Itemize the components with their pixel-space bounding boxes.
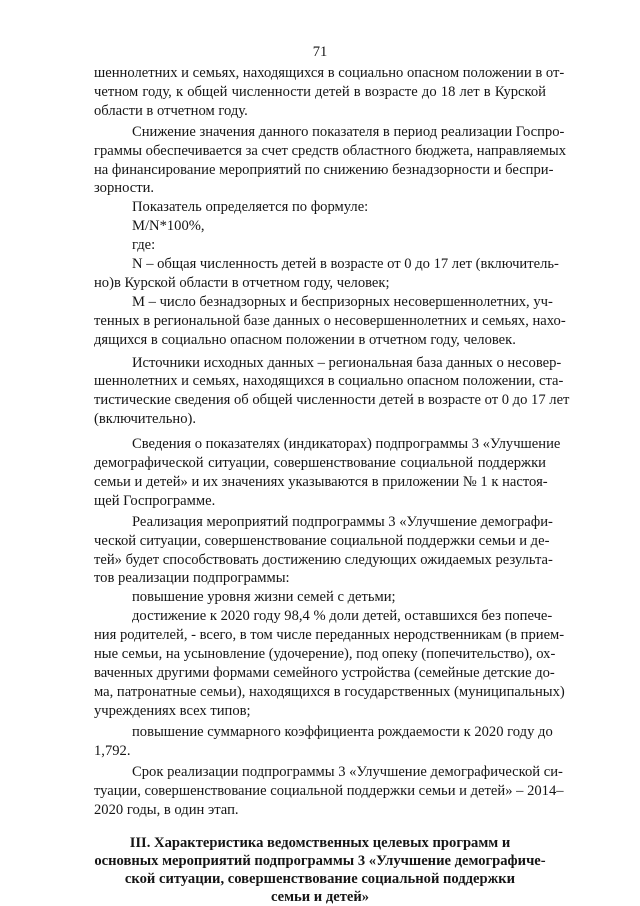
text-line: четном году, к общей численности детей в возрасте до 18 лет в Курской [94, 83, 546, 100]
section-heading-line: основных мероприятий подпрограммы 3 «Улучшение демографиче- [94, 853, 546, 870]
text-line: ния родителей, - всего, в том числе переданных неродственникам (в прием- [94, 627, 565, 644]
section-heading-line: семьи и детей» [270, 889, 370, 906]
text-line: щей Госпрограмме. [94, 492, 216, 509]
text-line: шеннолетних и семьях, находящихся в социально опасном положении в от- [94, 65, 565, 81]
text-line: зорности. [94, 180, 155, 197]
text-line: повышение суммарного коэффициента рождаемости к 2020 году до [132, 723, 553, 740]
text-line: 2020 годы, в один этап. [94, 802, 239, 819]
text-line: (включительно). [94, 411, 197, 428]
text-line: Сведения о показателях (индикаторах) подпрограммы 3 «Улучшение [132, 436, 561, 453]
text-line: шеннолетних и семьях, находящихся в социально опасном положении, ста- [94, 373, 564, 390]
section-heading-line: ской ситуации, совершенствование социальной поддержки [124, 871, 516, 888]
text-line: М – число безнадзорных и беспризорных несовершеннолетних, уч- [132, 293, 553, 310]
text-line: ные семьи, на усыновление (удочерение), под опеку (попечительство), ох- [94, 646, 556, 662]
text-line: дящихся в социально опасном положении в отчетном году, человек. [94, 331, 516, 348]
text-line: туации, совершенствование социальной поддержки семьи и детей» – 2014– [94, 783, 564, 800]
text-line: Источники исходных данных – региональная база данных о несовер- [132, 354, 562, 371]
text-line: Показатель определяется по формуле: [132, 199, 369, 216]
text-line: повышение уровня жизни семей с детьми; [132, 589, 396, 606]
text-line: ваченных другими формами семейного устройства (семейные детские до- [94, 664, 555, 681]
text-line: N – общая численность детей в возрасте от 0 до 17 лет (включитель- [132, 256, 559, 272]
formula: M/N*100%, [132, 218, 205, 235]
text-line: тей» будет способствовать достижению следующих ожидаемых результа- [94, 551, 553, 568]
text-line: области в отчетном году. [94, 102, 248, 119]
text-line: тистические сведения об общей численности детей в возрасте от 0 до 17 лет [94, 392, 570, 409]
text-line: 1,792. [94, 742, 131, 759]
text-line: ческой ситуации, совершенствование социальной поддержки семьи и де- [94, 532, 550, 549]
text-line: тенных в региональной базе данных о несовершеннолетних и семьях, нахо- [94, 312, 566, 329]
text-line: достижение к 2020 году 98,4 % доли детей, оставшихся без попече- [132, 608, 553, 625]
text-line: ма, патронатные семьи), находящихся в государственных (муниципальных) [94, 683, 565, 700]
text-line: Срок реализации подпрограммы 3 «Улучшение демографической си- [132, 764, 563, 781]
text-line: демографической ситуации, совершенствование социальной поддержки [94, 455, 546, 471]
text-line: Снижение значения данного показателя в период реализации Госпро- [132, 123, 565, 140]
text-line: на финансирование мероприятий по снижению безнадзорности и беспри- [94, 161, 554, 178]
page-number: 71 [312, 44, 328, 60]
text-line: тов реализации подпрограммы: [94, 570, 290, 587]
text-line: Реализация мероприятий подпрограммы 3 «Улучшение демографи- [132, 513, 553, 530]
text-line: где: [132, 237, 156, 254]
text-line: граммы обеспечивается за счет средств областного бюджета, направляемых [94, 142, 566, 159]
section-heading-line: III. Характеристика ведомственных целевых программ и [129, 835, 511, 852]
text-line: учреждениях всех типов; [94, 702, 251, 719]
text-line: семьи и детей» и их значениях указываются в приложении № 1 к настоя- [94, 473, 548, 490]
text-line: но)в Курской области в отчетном году, человек; [94, 274, 390, 291]
